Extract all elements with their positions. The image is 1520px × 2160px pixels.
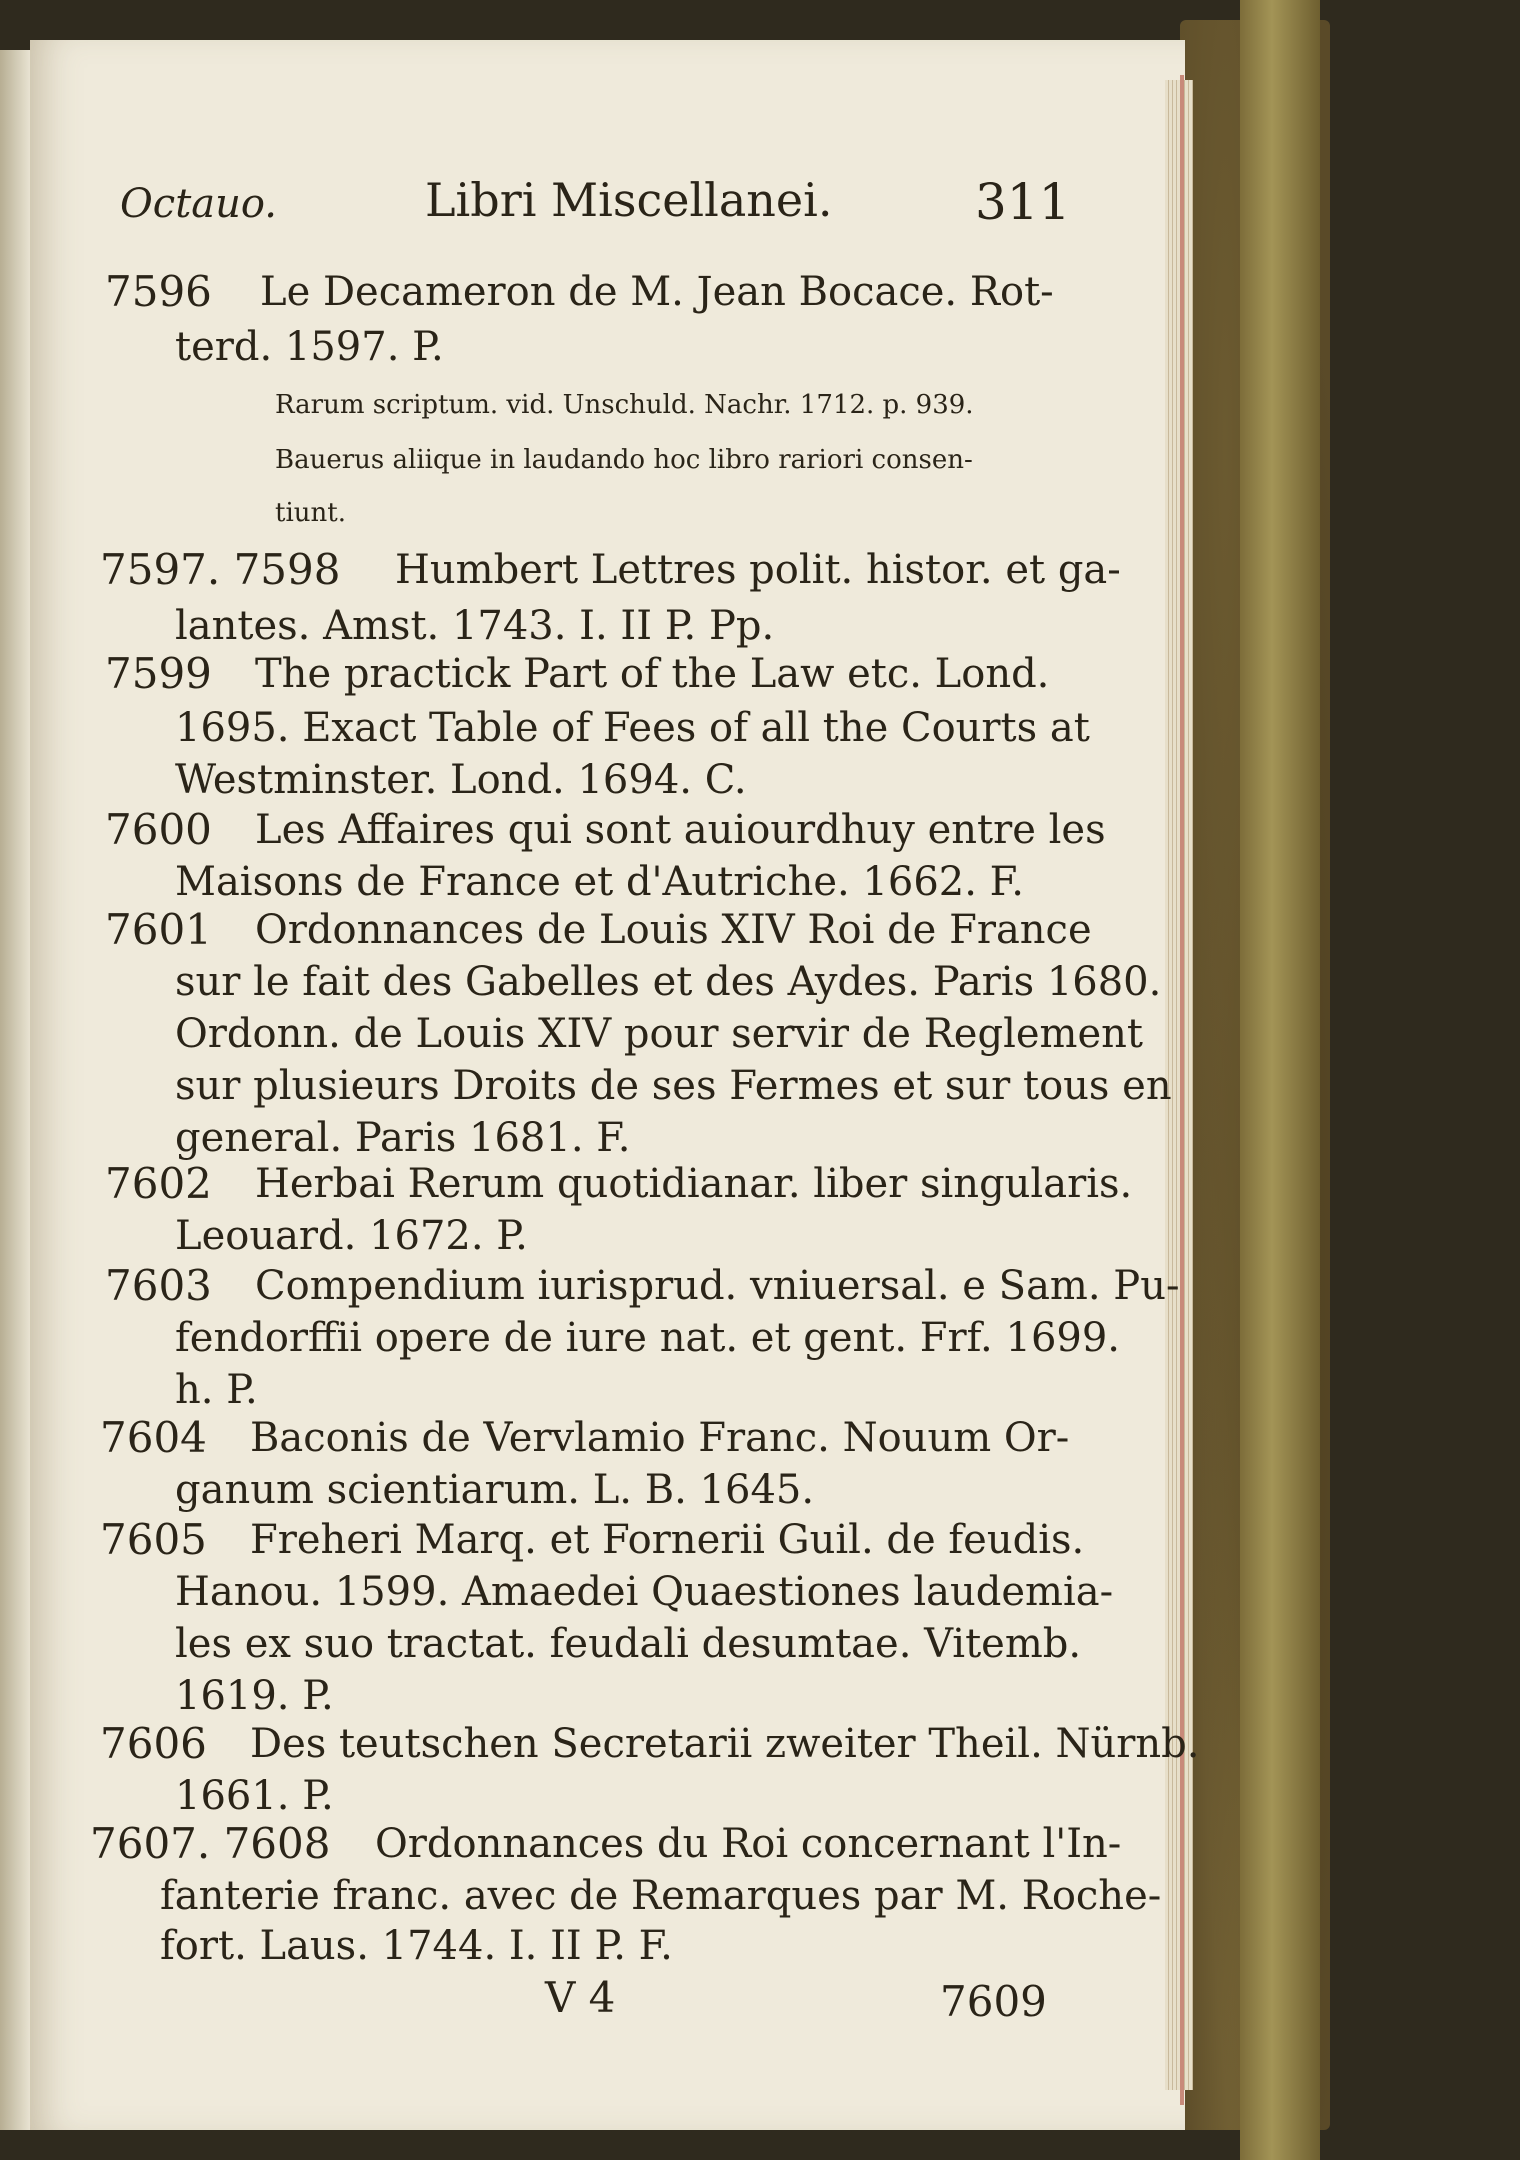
entry-number: 7602 [105, 1159, 212, 1208]
entry-line: Baconis de Vervlamio Franc. Nouum Or- [250, 1415, 1070, 1461]
entry-line: terd. 1597. P. [175, 324, 444, 370]
entry-line: Ordonnances du Roi concernant l'In- [375, 1821, 1122, 1867]
entry-number: 7606 [100, 1719, 207, 1768]
page-number: 311 [975, 173, 1071, 231]
entry-note: Rarum scriptum. vid. Unschuld. Nachr. 1712. p. 939. [275, 390, 974, 420]
entry-line: sur plusieurs Droits de ses Fermes et sur tous en [175, 1063, 1172, 1109]
entry-line: Herbai Rerum quotidianar. liber singularis. [255, 1161, 1133, 1207]
entry-number: 7604 [100, 1413, 207, 1462]
entry-line: Humbert Lettres polit. histor. et ga- [395, 547, 1121, 593]
entry-line: The practick Part of the Law etc. Lond. [255, 651, 1050, 697]
entry-number: 7607. 7608 [90, 1819, 331, 1868]
entry-line: Ordonn. de Louis XIV pour servir de Reglement [175, 1011, 1143, 1057]
entry-line: lantes. Amst. 1743. I. II P. Pp. [175, 603, 775, 649]
entry-line: Maisons de France et d'Autriche. 1662. F. [175, 859, 1024, 905]
entry-line: Westminster. Lond. 1694. C. [175, 757, 747, 803]
entry-line: ganum scientiarum. L. B. 1645. [175, 1467, 815, 1513]
entry-number: 7600 [105, 805, 212, 854]
entry-note: Bauerus aliique in laudando hoc libro rariori consen- [275, 445, 973, 475]
entry-line: 1619. P. [175, 1673, 334, 1719]
page-title: Libri Miscellanei. [425, 173, 833, 227]
catchword: 7609 [940, 1977, 1047, 2026]
entry-number: 7601 [105, 905, 212, 954]
entry-number: 7603 [105, 1261, 212, 1310]
entry-line: Compendium iurisprud. vniuersal. e Sam. Pu- [255, 1263, 1180, 1309]
entry-line: les ex suo tractat. feudali desumtae. Vitemb. [175, 1621, 1082, 1667]
entry-line: fanterie franc. avec de Remarques par M. Roche- [160, 1873, 1162, 1919]
entry-line: sur le fait des Gabelles et des Aydes. Paris 1680. [175, 959, 1162, 1005]
entry-line: Des teutschen Secretarii zweiter Theil. Nürnb. [250, 1721, 1200, 1767]
left-page-edge [0, 50, 30, 2130]
entry-line: fort. Laus. 1744. I. II P. F. [160, 1923, 673, 1969]
signature-mark: V 4 [545, 1973, 616, 2022]
entry-line: 1661. P. [175, 1773, 334, 1819]
entry-line: h. P. [175, 1367, 258, 1413]
entry-number: 7596 [105, 267, 212, 316]
entry-note: tiunt. [275, 498, 346, 528]
entry-line: Leouard. 1672. P. [175, 1213, 528, 1259]
entry-number: 7605 [100, 1515, 207, 1564]
entry-line: general. Paris 1681. F. [175, 1115, 631, 1161]
entry-line: 1695. Exact Table of Fees of all the Courts at [175, 705, 1090, 751]
entry-line: Le Decameron de M. Jean Bocace. Rot- [260, 269, 1054, 315]
book-board-edge [1240, 0, 1320, 2160]
entry-line: Ordonnances de Louis XIV Roi de France [255, 907, 1092, 953]
entry-number: 7599 [105, 649, 212, 698]
header-format: Octauo. [120, 181, 277, 227]
entry-line: Les Affaires qui sont auiourdhuy entre les [255, 807, 1106, 853]
entry-line: Hanou. 1599. Amaedei Quaestiones laudemia- [175, 1569, 1114, 1615]
red-page-edge [1180, 75, 1184, 2105]
entry-line: Freheri Marq. et Fornerii Guil. de feudis. [250, 1517, 1085, 1563]
entry-line: fendorffii opere de iure nat. et gent. Frf. 1699. [175, 1315, 1120, 1361]
entry-number: 7597. 7598 [100, 545, 341, 594]
